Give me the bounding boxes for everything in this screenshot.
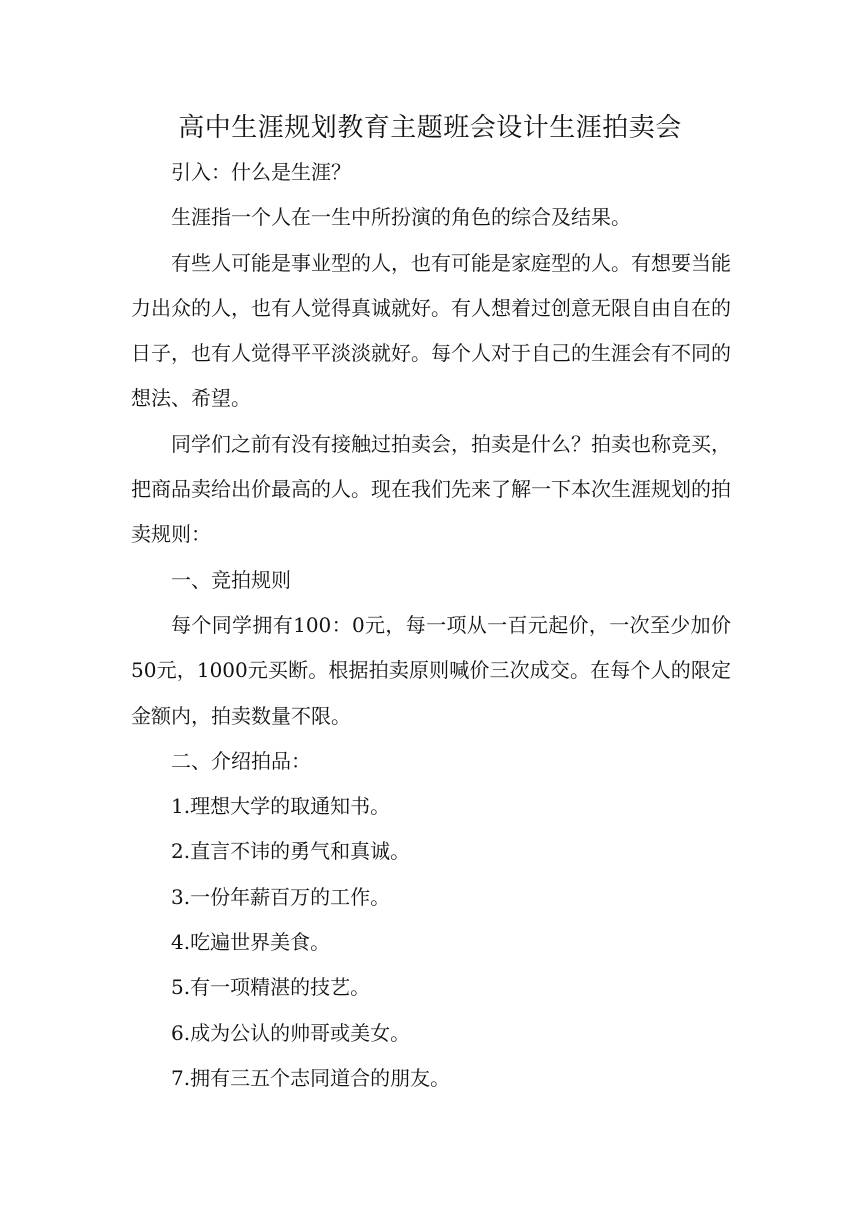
paragraph-bidding-rules: 每个同学拥有100：0元，每一项从一百元起价，一次至少加价50元，1000元买断。根据拍卖原则喊价三次成交。在每个人的限定金额内，拍卖数量不限。 [131, 612, 731, 728]
list-item: 3.一份年薪百万的工作。 [171, 884, 391, 909]
paragraph-auction-intro: 同学们之前有没有接触过拍卖会，拍卖是什么？拍卖也称竞买，把商品卖给出价最高的人。现在我们先来了解一下本次生涯规划的拍卖规则： [131, 431, 731, 547]
section-heading-auction-items: 二、介绍拍品： [171, 748, 311, 773]
document-title: 高中生涯规划教育主题班会设计生涯拍卖会 [178, 113, 682, 143]
paragraph-career-definition: 生涯指一个人在一生中所扮演的角色的综合及结果。 [171, 205, 631, 230]
list-item: 5.有一项精湛的技艺。 [171, 975, 371, 1000]
paragraph-intro-question: 引入：什么是生涯？ [171, 160, 351, 184]
list-item: 2.直言不讳的勇气和真诚。 [171, 839, 411, 864]
list-item: 7.拥有三五个志同道合的朋友。 [171, 1065, 451, 1090]
document-body [131, 150, 731, 1101]
list-item: 6.成为公认的帅哥或美女。 [171, 1020, 411, 1045]
paragraph-career-types: 有些人可能是事业型的人，也有可能是家庭型的人。有想要当能力出众的人，也有人觉得真诚就好。有人想着过创意无限自由自在的日子，也有人觉得平平淡淡就好。每个人对于自己的生涯会有不同的想法、希望。 [131, 250, 731, 411]
list-item: 1.理想大学的取通知书。 [171, 794, 391, 819]
list-item: 4.吃遍世界美食。 [171, 930, 331, 955]
section-heading-bidding-rules: 一、竞拍规则 [171, 567, 291, 592]
